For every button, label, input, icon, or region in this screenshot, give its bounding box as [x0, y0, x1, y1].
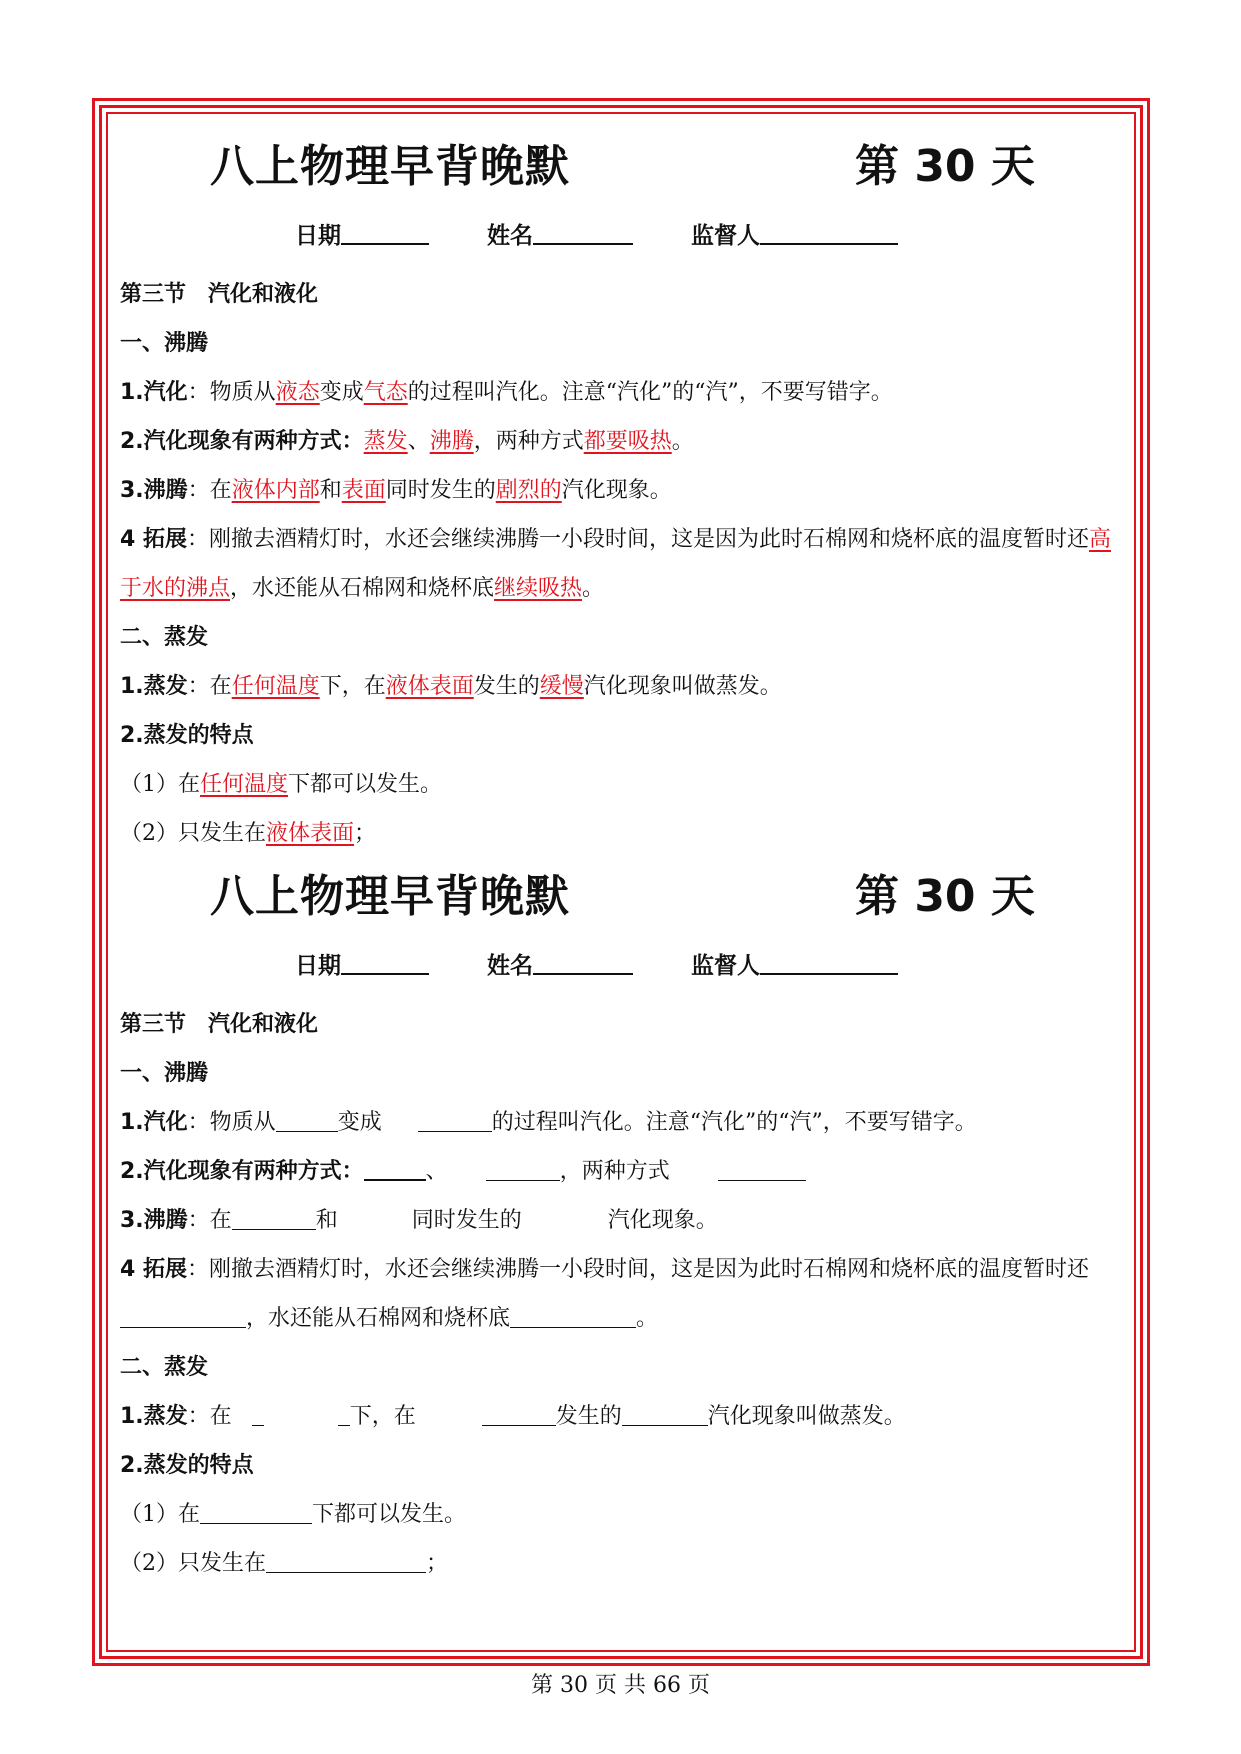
answer-section [120, 130, 1130, 858]
section-title: 第三节 汽化和液化 [120, 282, 319, 307]
blank-feature-1: （1）在 下都可以发生。 [120, 1502, 467, 1527]
title-row [120, 130, 1130, 216]
blank-section [120, 860, 1130, 1588]
name-field: 姓名 [487, 216, 633, 256]
feature-1: （1）在任何温度下都可以发生。 [120, 772, 443, 797]
page-title-2: 八上物理早背晚默 [210, 871, 570, 922]
evap-features-heading: 2.蒸发的特点 [120, 723, 254, 748]
line-extension: 4 拓展：刚撤去酒精灯时，水还会继续沸腾一小段时间，这是因为此时石棉网和烧杯底的温度暂时还高于水的沸点，水还能从石棉网和烧杯底继续吸热。 [120, 527, 1111, 601]
evap-heading: 二、蒸发 [120, 625, 209, 650]
info-row-2 [120, 946, 1130, 1000]
supervisor-field: 监督人 [691, 216, 898, 256]
name-field-2: 姓名 [487, 946, 633, 986]
supervisor-field-2: 监督人 [691, 946, 898, 986]
line-evaporation: 1.蒸发：在任何温度下，在液体表面发生的缓慢汽化现象叫做蒸发。 [120, 674, 782, 699]
title-row-2 [120, 860, 1130, 946]
evap-heading-2: 二、蒸发 [120, 1355, 209, 1380]
date-field-2: 日期 [295, 946, 429, 986]
blank-line-two-ways: 2.汽化现象有两种方式： 、 ，两种方式 [120, 1147, 1130, 1196]
blank-line-vaporization: 1.汽化：物质从 变成 的过程叫汽化。注意“汽化”的“汽”，不要写错字。 [120, 1110, 977, 1135]
blank-line-boiling: 3.沸腾：在 和 同时发生的 汽化现象。 [120, 1208, 718, 1233]
page-title: 八上物理早背晚默 [210, 141, 570, 192]
blank-feature-2: （2）只发生在 ； [120, 1551, 449, 1576]
blank-line-evaporation: 1.蒸发：在 下，在 发生的 汽化现象叫做蒸发。 [120, 1404, 906, 1429]
blank-line-extension: 4 拓展：刚撤去酒精灯时，水还会继续沸腾一小段时间，这是因为此时石棉网和烧杯底的温度暂时还，水还能从石棉网和烧杯底 。 [120, 1257, 1089, 1331]
feature-2: （2）只发生在液体表面； [120, 821, 377, 846]
boil-heading-2: 一、沸腾 [120, 1061, 209, 1086]
date-field: 日期 [295, 216, 429, 256]
boil-heading: 一、沸腾 [120, 331, 209, 356]
page-footer: 第 30 页 共 66 页 [531, 1673, 710, 1698]
evap-features-heading-2: 2.蒸发的特点 [120, 1453, 254, 1478]
line-boiling: 3.沸腾：在液体内部和表面同时发生的剧烈的汽化现象。 [120, 478, 672, 503]
day-label-2: 第 30 天 [855, 871, 1035, 922]
info-row [120, 216, 1130, 270]
section-title-2: 第三节 汽化和液化 [120, 1012, 319, 1037]
day-label: 第 30 天 [855, 141, 1035, 192]
line-two-ways: 2.汽化现象有两种方式：蒸发、沸腾，两种方式都要吸热。 [120, 429, 694, 454]
line-vaporization: 1.汽化：物质从液态变成气态的过程叫汽化。注意“汽化”的“汽”，不要写错字。 [120, 380, 893, 405]
